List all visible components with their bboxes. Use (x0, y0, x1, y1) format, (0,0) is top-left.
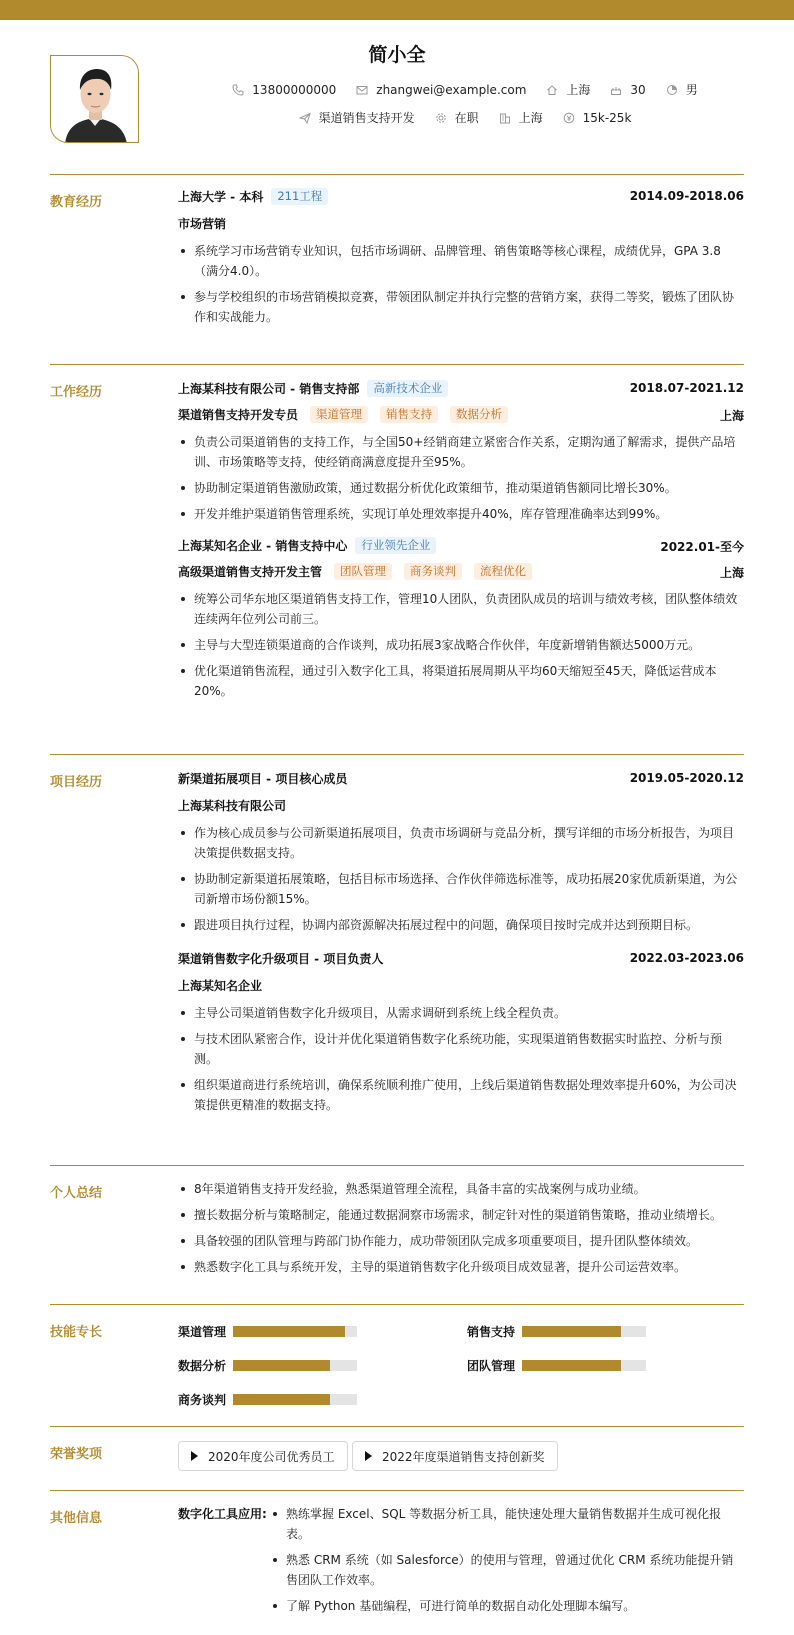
list-item: 系统学习市场营销专业知识，包括市场调研、品牌管理、销售策略等核心课程，成绩优异，GPA 3.8（满分4.0）。 (178, 241, 744, 281)
summary-title: 个人总结 (50, 1186, 103, 1201)
project-entry-head (178, 767, 744, 789)
other-label: 数字化工具应用: (178, 1507, 267, 1521)
job-date: 2018.07-2021.12 (629, 381, 744, 395)
projects-body (178, 767, 744, 1121)
other-bullets (270, 1504, 744, 1622)
skill-tag: 团队管理 (334, 563, 392, 580)
job-location: 上海 (719, 409, 744, 423)
education-body (178, 185, 744, 333)
summary-section (50, 1165, 744, 1304)
skill-name: 渠道管理 (178, 1325, 227, 1339)
award-item (352, 1441, 558, 1471)
list-item: 协助制定新渠道拓展策略，包括目标市场选择、合作伙伴筛选标准等，成功拓展20家优质新渠道，为公司新增市场份额15%。 (178, 869, 744, 909)
top-accent-bar (0, 0, 794, 20)
work-section (50, 364, 744, 754)
salary-item (563, 111, 632, 125)
education-section (50, 174, 744, 364)
list-item: 具备较强的团队管理与跨部门协作能力，成功带领团队完成多项重要项目，提升团队整体绩效。 (178, 1231, 744, 1251)
list-item: 优化渠道销售流程，通过引入数字化工具，将渠道拓展周期从平均60天缩短至45天，降低运营成本20%。 (178, 661, 744, 701)
gender-icon (666, 84, 678, 96)
major: 市场营销 (178, 216, 227, 231)
job-position: 高级渠道销售支持开发主管 (178, 564, 323, 579)
skills-section (50, 1304, 744, 1426)
skill-bar (522, 1326, 646, 1337)
coin-icon (563, 112, 575, 124)
gender-item (666, 81, 698, 98)
skill-tag: 销售支持 (380, 406, 438, 423)
job-bullets (178, 432, 744, 524)
job-entry-head (178, 377, 744, 399)
list-item: 负责公司渠道销售的支持工作，与全国50+经销商建立紧密合作关系，定期沟通了解需求，提供产品培训、市场策略等支持，使经销商满意度提升至95%。 (178, 432, 744, 472)
age-text: 30 (630, 82, 646, 97)
skill-name: 商务谈判 (178, 1393, 227, 1407)
list-item: 熟练掌握 Excel、SQL 等数据分析工具，能快速处理大量销售数据并生成可视化报表。 (270, 1504, 744, 1544)
education-date: 2014.09-2018.06 (629, 189, 744, 203)
award-text: 2020年度公司优秀员工 (208, 1449, 335, 1464)
school-tag: 211工程 (271, 188, 328, 205)
skill-bar-fill (522, 1360, 621, 1371)
project-name: 新渠道拓展项目 - 项目核心成员 (178, 771, 348, 786)
job-position-row (178, 561, 744, 581)
company-tag: 高新技术企业 (367, 380, 448, 397)
home-icon (546, 84, 558, 96)
skill-row (178, 1323, 357, 1340)
job-position-row (178, 404, 744, 424)
work-body (178, 377, 744, 707)
skill-tag: 商务谈判 (404, 563, 462, 580)
salary-text: 15k-25k (582, 110, 632, 125)
skill-row (467, 1323, 646, 1340)
list-item: 统筹公司华东地区渠道销售支持工作，管理10人团队，负责团队成员的培训与绩效考核，团队整体绩效连续两年位列公司前三。 (178, 589, 744, 629)
email-text: zhangwei@example.com (376, 82, 527, 97)
company-name: 上海某科技有限公司 - 销售支持部 (178, 381, 360, 396)
summary-body (178, 1179, 744, 1283)
skill-tag: 渠道管理 (310, 406, 368, 423)
education-entry-head (178, 185, 744, 207)
other-title: 其他信息 (50, 1511, 103, 1526)
skill-name: 数据分析 (178, 1359, 227, 1373)
phone-text: 13800000000 (252, 82, 337, 97)
project-name: 渠道销售数字化升级项目 - 项目负责人 (178, 951, 384, 966)
job-bullets (178, 589, 744, 701)
list-item: 开发并维护渠道销售管理系统，实现订单处理效率提升40%，库存管理准确率达到99%。 (178, 504, 744, 524)
project-entry-head (178, 947, 744, 969)
list-item: 协助制定渠道销售激励政策，通过数据分析优化政策细节，推动渠道销售额同比增长30%。 (178, 478, 744, 498)
awards-section (50, 1426, 744, 1490)
skill-row (467, 1357, 646, 1374)
header (0, 38, 794, 148)
education-title: 教育经历 (50, 195, 103, 210)
project-date: 2019.05-2020.12 (629, 771, 744, 785)
job-intent-row (0, 109, 794, 126)
list-item: 跟进项目执行过程，协调内部资源解决拓展过程中的问题，确保项目按时完成并达到预期目标。 (178, 915, 744, 935)
project-company: 上海某科技有限公司 (178, 798, 287, 813)
skills-title: 技能专长 (50, 1325, 103, 1340)
triangle-icon (365, 1451, 372, 1461)
skill-bar-fill (233, 1360, 330, 1371)
target-city-text: 上海 (518, 111, 543, 125)
skill-bar (233, 1360, 357, 1371)
education-bullets (178, 241, 744, 327)
project-date: 2022.03-2023.06 (629, 951, 744, 965)
list-item: 参与学校组织的市场营销模拟竞赛，带领团队制定并执行完整的营销方案，获得二等奖，锻炼了团队协作和实战能力。 (178, 287, 744, 327)
job-date: 2022.01-至今 (660, 540, 744, 554)
skill-bar-fill (522, 1326, 621, 1337)
candidate-name: 简小全 (368, 44, 426, 66)
list-item: 8年渠道销售支持开发经验，熟悉渠道管理全流程，具备丰富的实战案例与成功业绩。 (178, 1179, 744, 1199)
building-icon (499, 112, 511, 124)
age-item (610, 83, 645, 97)
skill-tag: 流程优化 (474, 563, 532, 580)
list-item: 作为核心成员参与公司新渠道拓展项目，负责市场调研与竞品分析，撰写详细的市场分析报告，为项目决策提供数据支持。 (178, 823, 744, 863)
skill-bar (522, 1360, 646, 1371)
contact-row (0, 81, 794, 98)
gear-icon (435, 112, 447, 124)
skill-name: 团队管理 (467, 1359, 516, 1373)
other-section (50, 1490, 744, 1635)
list-item: 组织渠道商进行系统培训，确保系统顺利推广使用，上线后渠道销售数据处理效率提升60%，为公司决策提供更精准的数据支持。 (178, 1075, 744, 1115)
city-text: 上海 (566, 83, 591, 97)
list-item: 与技术团队紧密合作，设计并优化渠道销售数字化系统功能，实现渠道销售数据实时监控、分析与预测。 (178, 1029, 744, 1069)
phone-icon (232, 84, 244, 96)
company-name: 上海某知名企业 - 销售支持中心 (178, 538, 348, 553)
job-position: 渠道销售支持开发专员 (178, 407, 299, 422)
skill-row (178, 1391, 357, 1408)
award-text: 2022年度渠道销售支持创新奖 (382, 1449, 545, 1464)
job-location: 上海 (719, 566, 744, 580)
skill-bar (233, 1394, 357, 1405)
list-item: 主导公司渠道销售数字化升级项目，从需求调研到系统上线全程负责。 (178, 1003, 744, 1023)
skill-name: 销售支持 (467, 1325, 516, 1339)
job-entry-head (178, 534, 744, 556)
school-name: 上海大学 - 本科 (178, 189, 264, 204)
projects-section (50, 754, 744, 1165)
mail-icon (356, 84, 368, 96)
project-bullets (178, 823, 744, 935)
company-tag: 行业领先企业 (355, 537, 436, 554)
send-icon (299, 112, 311, 124)
triangle-icon (191, 1451, 198, 1461)
skill-row (178, 1357, 357, 1374)
skill-bar-fill (233, 1326, 345, 1337)
project-bullets (178, 1003, 744, 1115)
list-item: 熟悉 CRM 系统（如 Salesforce）的使用与管理，曾通过优化 CRM 系统功能提升销售团队工作效率。 (270, 1550, 744, 1590)
status-item (435, 109, 479, 126)
job-text: 渠道销售支持开发 (318, 111, 415, 125)
cake-icon (610, 84, 622, 96)
list-item: 擅长数据分析与策略制定，能通过数据洞察市场需求，制定针对性的渠道销售策略，推动业绩增长。 (178, 1205, 744, 1225)
city-item (546, 81, 590, 98)
target-city-item (499, 109, 543, 126)
skill-bar-fill (233, 1394, 330, 1405)
job-item (299, 109, 415, 126)
summary-bullets (178, 1179, 744, 1277)
email-item (356, 83, 526, 97)
avatar (50, 55, 139, 143)
skill-bar (233, 1326, 357, 1337)
list-item: 主导与大型连锁渠道商的合作谈判，成功拓展3家战略合作伙伴，年度新增销售额达5000万元。 (178, 635, 744, 655)
work-title: 工作经历 (50, 385, 103, 400)
awards-title: 荣誉奖项 (50, 1447, 103, 1462)
status-text: 在职 (454, 111, 479, 125)
project-company: 上海某知名企业 (178, 978, 263, 993)
skill-tag: 数据分析 (450, 406, 508, 423)
phone-item (232, 83, 336, 97)
projects-title: 项目经历 (50, 775, 103, 790)
list-item: 了解 Python 基础编程，可进行简单的数据自动化处理脚本编写。 (270, 1596, 744, 1616)
gender-text: 男 (685, 83, 698, 97)
list-item: 熟悉数字化工具与系统开发，主导的渠道销售数字化升级项目成效显著，提升公司运营效率。 (178, 1257, 744, 1277)
award-item (178, 1441, 348, 1471)
